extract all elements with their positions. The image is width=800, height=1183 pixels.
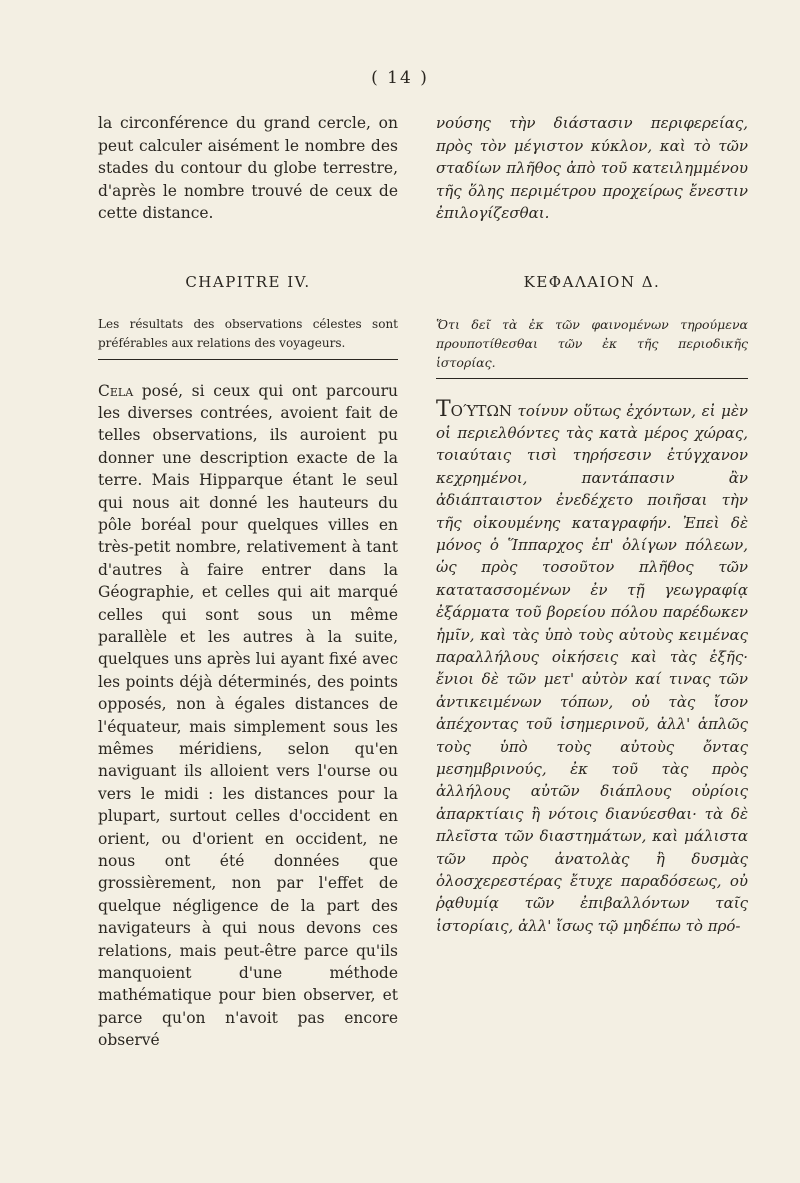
french-chapter-summary: Les résultats des observations célestes sont préférables aux relations des voyageurs. xyxy=(98,315,398,360)
greek-chapter-title: ΚΕΦΑΛΑΙΟΝ Δ. xyxy=(523,272,661,291)
greek-body-text: τοίνυν οὕτως ἐχόντων, εἰ μὲν οἱ περιελθόντες τὰς κατὰ μέρος χώρας, τοιαύταις τισὶ τηρήσεσιν ἐτύγχανον κεχρημένοι, παντάπασιν ἂν ἀδιάπταιστον ἐνεδέχετο ποιῆσαι τὴν τῆς οἰκουμένης καταγραφήν. Ἐπεὶ δὲ μόνος ὁ Ἵππαρχος ἐπ' ὀλίγων πόλεων, ὡς πρὸς τοσοῦτον πλῆθος τῶν κατατασσομένων ἐν τῇ γεωγραφίᾳ ἐξάρματα τοῦ βορείου πόλου παρέδωκεν ἡμῖν, καὶ τὰς ὑπὸ τοὺς αὐτοὺς κειμένας παραλλήλους οἰκήσεις καὶ τὰς ἑξῆς· ἔνιοι δὲ τῶν μετ' αὐτὸν καί τινας τῶν ἀντικειμένων τόπων, οὐ τὰς ἴσον ἀπέχοντας τοῦ ἰσημερινοῦ, ἀλλ' ἁπλῶς τοὺς ὑπὸ τοὺς αὐτοὺς ὄντας μεσημβρινούς, ἐκ τοῦ τὰς πρὸς ἀλλήλους αὐτῶν διάπλους οὐρίοις ἀπαρκτίαις ἢ νότοις διανύεσθαι· τὰ δὲ πλεῖστα τῶν διαστημάτων, καὶ μάλιστα τῶν πρὸς ἀνατολὰς ἢ δυσμὰς ὁλοσχερεστέρας ἔτυχε παραδόσεως, οὐ ῥᾳθυμίᾳ τῶν ἐπιβαλλόντων ταῖς ἱστορίαις, ἀλλ' ἴσως τῷ μηδέπω τὸ πρό- xyxy=(436,401,748,935)
french-column xyxy=(98,112,398,1052)
greek-body-paragraph xyxy=(436,396,748,938)
greek-body-lead: Τούτων xyxy=(436,396,512,422)
french-body-paragraph xyxy=(98,380,398,1052)
page-number: ( 14 ) xyxy=(371,68,429,88)
greek-intro-paragraph: νούσης τὴν διάστασιν περιφερείας, πρὸς τὸν μέγιστον κύκλον, καὶ τὸ τῶν σταδίων πλῆθος ἀπὸ τοῦ κατειλημμένου τῆς ὅλης περιμέτρου προχείρως ἔνεστιν ἐπιλογίζεσθαι. xyxy=(436,114,748,222)
french-intro-paragraph: la circonférence du grand cercle, on peut calculer aisément le nombre des stades du contour du globe terrestre, d'après le nombre trouvé de ceux de cette distance. xyxy=(98,114,398,222)
french-chapter-title: CHAPITRE IV. xyxy=(185,272,311,291)
french-body-text: posé, si ceux qui ont parcouru les diverses contrées, avoient fait de telles observations, ils auroient pu donner une description exacte de la terre. Mais Hipparque étant le seul qui nous ait donné les hauteurs du pôle boréal pour quelques villes en très-petit nombre, relativement à tant d'autres à faire entrer dans la Géographie, et celles qui ait marqué celles qui sont sous un même parallèle et les autres à la suite, quelques uns après lui ayant fixé avec les points déjà déterminés, des points opposés, non à égales distances de l'équateur, mais simplement sous les mêmes méridiens, selon qu'en naviguant ils alloient vers l'ourse ou vers le midi : les distances pour la plupart, surtout celles d'occident en orient, ou d'orient en occident, ne nous ont été données que grossièrement, non par l'effet de quelque négligence de la part des navigateurs à qui nous devons ces relations, mais peut-être parce qu'ils manquoient d'une méthode mathématique pour bien observer, et parce qu'on n'avoit pas encore observé xyxy=(98,381,398,1050)
french-body-lead: Cela xyxy=(98,381,134,400)
greek-chapter-summary: Ὅτι δεῖ τὰ ἐκ τῶν φαινομένων τηρούμενα προυποτίθεσθαι τῶν ἐκ τῆς περιοδικῆς ἱστορίας. xyxy=(436,315,748,379)
greek-column xyxy=(436,112,748,937)
